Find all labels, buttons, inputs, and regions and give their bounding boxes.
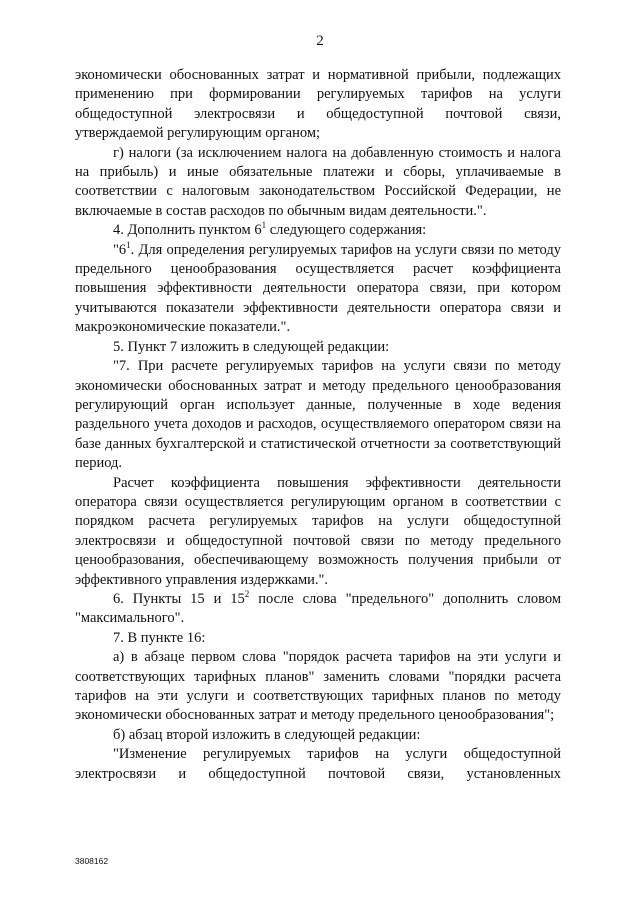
superscript: 1 — [261, 220, 267, 231]
paragraph-1 — [75, 66, 561, 144]
paragraph-8 — [75, 590, 561, 629]
paragraph-text: г) налоги (за исключением налога на добавленную стоимость и налога на прибыль) и иные обязательные платежи и сборы, уплачиваемые в соответствии с налоговым законодательством Российской Федерации, не включаемые в состав расходов по обычным видам деятельности.". — [75, 144, 561, 219]
paragraph-7 — [75, 474, 561, 590]
paragraph-text: "7. При расчете регулируемых тарифов на услуги связи по методу экономически обоснованных затрат и методу предельного ценообразования регулирующий орган использует данные, полученные в ходе ведения раздельного учета доходов и расходов, осуществляемого оператором связи на базе данных бухгалтерской и статистической отчетности за соответствующий период. — [75, 358, 561, 472]
paragraph-11 — [75, 726, 561, 745]
document-body — [75, 66, 561, 784]
paragraph-3 — [75, 221, 561, 240]
superscript: 2 — [244, 589, 250, 600]
paragraph-5 — [75, 338, 561, 357]
page-number: 2 — [316, 33, 324, 49]
paragraph-6 — [75, 357, 561, 473]
paragraph-text: 6. Пункты 15 и 15 — [113, 590, 245, 607]
superscript: 1 — [126, 239, 131, 250]
paragraph-text: "Изменение регулируемых тарифов на услуги общедоступной электросвязи и общедоступной почтовой связи, установленных — [75, 746, 561, 782]
paragraph-9 — [75, 629, 561, 648]
paragraph-4 — [75, 241, 561, 338]
paragraph-text: 5. Пункт 7 изложить в следующей редакции: — [113, 338, 390, 355]
paragraph-text-cont: . Для определения регулируемых тарифов на услуги связи по методу предельного ценообразования осуществляется расчет коэффициента повышения эффективности деятельности оператора связи, при котором учитываются показатели эффективности деятельности оператора связи и макроэкономические показатели.". — [75, 241, 561, 336]
paragraph-text: экономически обоснованных затрат и нормативной прибыли, подлежащих применению при формировании регулируемых тарифов на услуги общедоступной электросвязи и общедоступной почтовой связи, утверждаемой регулирующим органом; — [75, 67, 561, 142]
paragraph-text: Расчет коэффициента повышения эффективности деятельности оператора связи осуществляется регулирующим органом в соответствии с порядком расчета регулируемых тарифов на услуги общедоступной электросвязи и общедоступной почтовой связи по методу предельного ценообразования, обеспечивающему возможность получения прибыли от эффективного управления издержками.". — [75, 474, 561, 588]
paragraph-12 — [75, 745, 561, 784]
paragraph-text-cont: после слова "предельного" дополнить словом "максимального". — [75, 590, 561, 627]
document-code: 3808162 — [75, 856, 109, 866]
paragraph-10 — [75, 648, 561, 726]
paragraph-text: б) абзац второй изложить в следующей редакции: — [113, 726, 421, 743]
paragraph-text: а) в абзаце первом слова "порядок расчета тарифов на эти услуги и соответствующих тарифных планов" заменить словами "порядки расчета тарифов на эти услуги и соответствующих тарифных планов по методу экономически обоснованных затрат и методу предельного ценообразования"; — [75, 649, 561, 724]
paragraph-text-cont: следующего содержания: — [266, 222, 427, 239]
paragraph-text: 4. Дополнить пунктом 6 — [113, 222, 262, 239]
paragraph-text: 7. В пункте 16: — [113, 629, 206, 646]
paragraph-2 — [75, 144, 561, 222]
paragraph-text: "6 — [113, 241, 127, 258]
